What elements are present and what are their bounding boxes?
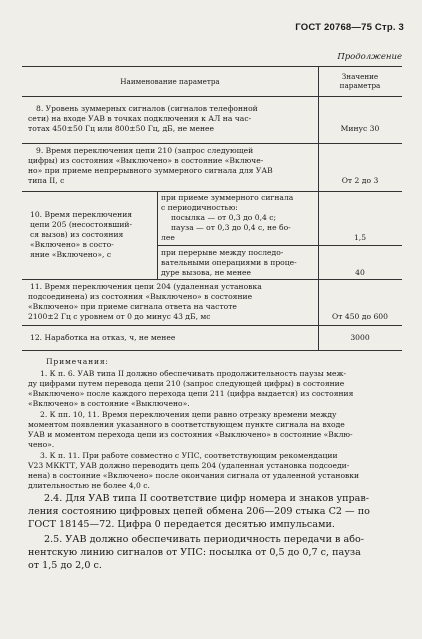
note-line: V23 МККТТ, УАВ должно переводить цепь 204 (удаленная установка подсоеди-: [28, 461, 350, 470]
row10-value-b: 40: [355, 268, 365, 277]
table-header-rule: [22, 96, 402, 97]
note-line: нена) в состояние «Включено» после окончания сигнала от удаленной установки: [28, 471, 360, 480]
row11-value: От 450 до 600: [332, 312, 388, 321]
row8-value: Минус 30: [340, 124, 380, 133]
row9-text: цифры) из состояния «Выключено» в состояние «Включе-: [28, 156, 264, 165]
row8-text: сети) на входе УАВ в точках подключения к АЛ на час-: [28, 114, 252, 123]
row11-text: 11. Время переключения цепи 204 (удаленная установка: [30, 282, 262, 291]
body-line: ления состоянию цифровых цепей обмена 206—209 стыка С2 — по: [28, 506, 370, 517]
body-line: 2.4. Для УАВ типа II соответствие цифр номера и знаков управ-: [44, 493, 370, 504]
table-top-rule: [22, 66, 402, 67]
row9-text: 9. Время переключения цепи 210 (запрос следующей: [36, 146, 254, 155]
row11-text: 2100±2 Гц с уровнем от 0 до минус 43 дБ, мс: [28, 312, 211, 321]
note-line: УАВ и моментом перехода цепи из состояния «Выключено» в состояние «Вклю-: [28, 430, 353, 439]
body-line: от 1,5 до 2,0 с.: [28, 560, 102, 571]
continuation-label: Продолжение: [337, 52, 402, 62]
row10-sub-a: посылка — от 0,3 до 0,4 с;: [171, 213, 277, 222]
row10-left: «Включено» в состо-: [30, 240, 114, 249]
row10-sub-a: лее: [161, 233, 175, 242]
row-rule: [157, 245, 402, 246]
body-line: ГОСТ 18145—72. Цифра 0 передается десятью импульсами.: [28, 519, 335, 530]
row10-sub-b: вательными операциями в проце-: [161, 258, 297, 267]
note-line: 3. К п. 11. При работе совместно с УПС, соответствующим рекомендации: [40, 451, 338, 460]
note-line: чено».: [28, 440, 55, 449]
row-rule: [22, 279, 402, 280]
column-rule: [157, 191, 158, 279]
row-rule: [22, 325, 402, 326]
note-line: моментом появления указанного в соответствующем пункте сигнала на входе: [28, 420, 345, 429]
col1-header: Наименование параметра: [120, 77, 220, 86]
row9-text: но» при приеме непрерывного зуммерного сигнала для УАВ: [28, 166, 273, 175]
note-line: 1. К п. 6. УАВ типа II должно обеспечивать продолжительность паузы меж-: [40, 369, 347, 378]
note-line: «Выключено» после каждого перехода цепи 211 (цифра выдается) из состояния: [28, 389, 354, 398]
note-line: «Включено» в состояние «Выключено».: [28, 399, 190, 408]
row10-sub-a: пауза — от 0,3 до 0,4 с, не бо-: [171, 223, 291, 232]
row8-text: 8. Уровень зуммерных сигналов (сигналов телефонной: [36, 104, 258, 113]
row10-left: 10. Время переключения: [30, 210, 133, 219]
row12-value: 3000: [350, 333, 370, 342]
row12-text: 12. Наработка на отказ, ч, не менее: [30, 333, 176, 342]
row10-sub-b: при перерыве между последо-: [161, 248, 284, 257]
row-rule: [22, 143, 402, 144]
row11-text: подсоединена) из состояния «Выключено» в состояние: [28, 292, 253, 301]
row10-left: цепи 205 (несостоявший-: [30, 220, 133, 229]
row-rule: [22, 191, 402, 192]
row10-value-a: 1,5: [353, 233, 367, 242]
row10-sub-b: дуре вызова, не менее: [161, 268, 251, 277]
col2-header-line2: параметра: [339, 81, 381, 90]
note-line: 2. К пп. 10, 11. Время переключения цепи равно отрезку времени между: [40, 410, 337, 419]
body-line: 2.5. УАВ должно обеспечивать периодичность передачи в або-: [44, 534, 365, 545]
body-line: нентскую линию сигналов от УПС: посылка от 0,5 до 0,7 с, пауза: [28, 547, 361, 558]
row8-text: тотах 450±50 Гц или 800±50 Гц, дБ, не менее: [28, 124, 214, 133]
note-line: ду цифрами путем перевода цепи 210 (запрос следующей цифры) в состояние: [28, 379, 345, 388]
row9-value: От 2 до 3: [341, 176, 379, 185]
note-line: длительностью не более 4,0 с.: [28, 481, 150, 490]
notes-title: Примечания:: [46, 357, 109, 366]
row11-text: «Включено» при приеме сигнала ответа на частоте: [28, 302, 237, 311]
table-bottom-rule: [22, 350, 402, 351]
row10-left: ся вызов) из состояния: [30, 230, 124, 239]
col2-header-line1: Значение: [341, 72, 379, 81]
row9-text: типа II, с: [28, 176, 65, 185]
page-header: ГОСТ 20768—75 Стр. 3: [295, 22, 404, 33]
row10-sub-a: с периодичностью:: [161, 203, 238, 212]
column-rule: [318, 66, 319, 350]
row10-left: яние «Включено», с: [30, 250, 112, 259]
row10-sub-a: при приеме зуммерного сигнала: [161, 193, 294, 202]
